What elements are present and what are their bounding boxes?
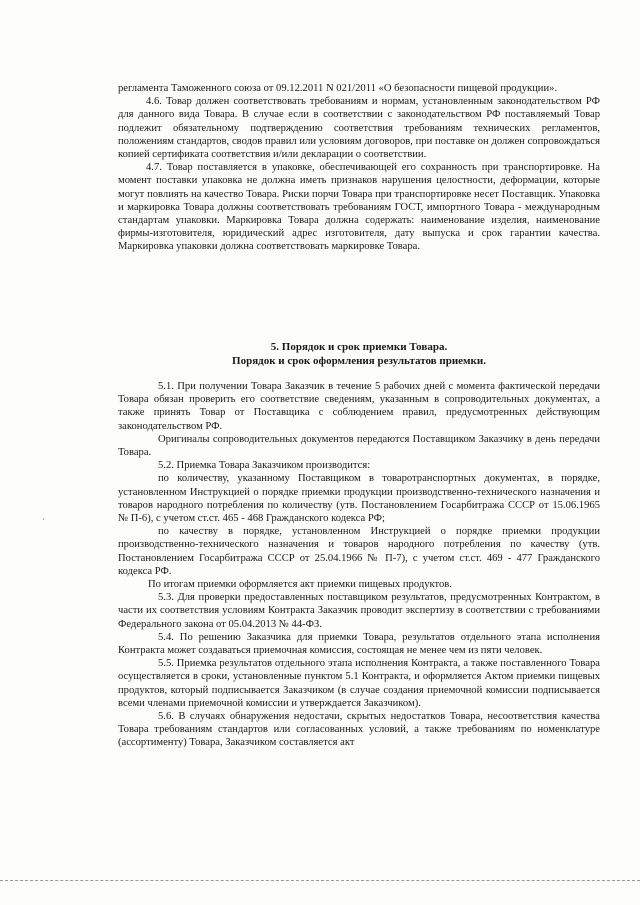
paragraph-5-5: 5.5. Приемка результатов отдельного этапа исполнения Контракта, а также поставленного Товара осуществляется в сроки, установленные пунктом 5.1 Контракта, и оформляется Актом приемки пищевых продуктов, который подписывается Заказчиком (в случае создания приемочной комиссии подписывается всеми членами приемочной комиссии и утверждается Заказчиком). xyxy=(118,658,600,709)
margin-mark: ˊ xyxy=(42,517,45,527)
document-body-top xyxy=(118,82,600,254)
paragraph-4-6: 4.6. Товар должен соответствовать требованиям и нормам, установленным законодательством РФ для данного вида Товара. В случае если в соответствии с законодательством РФ поставляемый Товар подлежит обязательному подтверждению соответствия требованиям технических регламентов, положениям стандартов, сводов правил или условиям договоров, при поставке он должен сопровождаться копией сертификата соответствия и/или декларации о соответствии. xyxy=(118,96,600,161)
document-body-section5 xyxy=(118,380,600,750)
paragraph-5-2: 5.2. Приемка Товара Заказчиком производится: xyxy=(158,460,371,472)
paragraph-originals: Оригиналы сопроводительных документов передаются Поставщиком Заказчику в день передачи Товара. xyxy=(118,433,600,459)
section-5-heading xyxy=(118,340,600,368)
paragraph-4-7: 4.7. Товар поставляется в упаковке, обеспечивающей его сохранность при транспортировке. На момент поставки упаковка не должна иметь признаков нарушения целостности, деформации, которые могут повлиять на качество Товара. Риски порчи Товара при транспортировке несет Поставщик. Упаковка и маркировка Товара должны соответствовать требованиям ГОСТ, импортного Товара - международным стандартам упаковки. Маркировка Товара должна содержать: наименование изделия, наименование фирмы-изготовителя, юридический адрес изготовителя, дату выпуска и срок гарантии качества. Маркировка упаковки должна соответствовать маркировке Товара. xyxy=(118,162,600,253)
paragraph-5-6: 5.6. В случаях обнаружения недостачи, скрытых недостатков Товара, несоответствия качества Товара требованиям стандартов или согласованных условий, а также требованиям по номенклатуре (ассортименту) Товара, Заказчиком составляется акт xyxy=(118,711,600,749)
paragraph-5-1: 5.1. При получении Товара Заказчик в течение 5 рабочих дней с момента фактической передачи Товара обязан проверить его соответствие сведениям, указанным в сопроводительных документах, а также принять Товар от Поставщика с соблюдением правил, предусмотренных действующим законодательством РФ. xyxy=(118,381,600,432)
paragraph-quality: по качеству в порядке, установленном Инструкцией о порядке приемки продукции производственно-технического назначения и товаров народного потребления по качеству (утв. Постановлением Госарбитража СССР от 25.04.1966 № П-7), с учетом ст.ст. 469 - 477 Гражданского кодекса РФ. xyxy=(118,526,600,577)
bottom-divider xyxy=(0,880,640,882)
paragraph-act: По итогам приемки оформляется акт приемки пищевых продуктов. xyxy=(148,579,452,591)
paragraph-5-4: 5.4. По решению Заказчика для приемки Товара, результатов отдельного этапа исполнения Контракта может создаваться приемочная комиссия, состоящая не менее чем из пяти человек. xyxy=(118,631,600,657)
paragraph-quantity: по количеству, указанному Поставщиком в товаротранспортных документах, в порядке, установленном Инструкцией о порядке приемки продукции производственно-технического назначения и товаров народного потребления по количеству (утв. Постановлением Госарбитража СССР от 15.06.1965 № П-6), с учетом ст.ст. 465 - 468 Гражданского кодекса РФ; xyxy=(118,473,600,525)
section-heading-line2: Порядок и срок оформления результатов приемки. xyxy=(232,355,486,367)
paragraph-5-3: 5.3. Для проверки предоставленных поставщиком результатов, предусмотренных Контрактом, в части их соответствия условиям Контракта Заказчик проводит экспертизу в соответствии с требованиями Федерального закона от 05.04.2013 № 44-ФЗ. xyxy=(118,592,600,630)
section-heading-line1: 5. Порядок и срок приемки Товара. xyxy=(270,341,448,353)
paragraph-4-5-end: регламента Таможенного союза от 09.12.2011 N 021/2011 «О безопасности пищевой продукции». xyxy=(118,83,558,94)
